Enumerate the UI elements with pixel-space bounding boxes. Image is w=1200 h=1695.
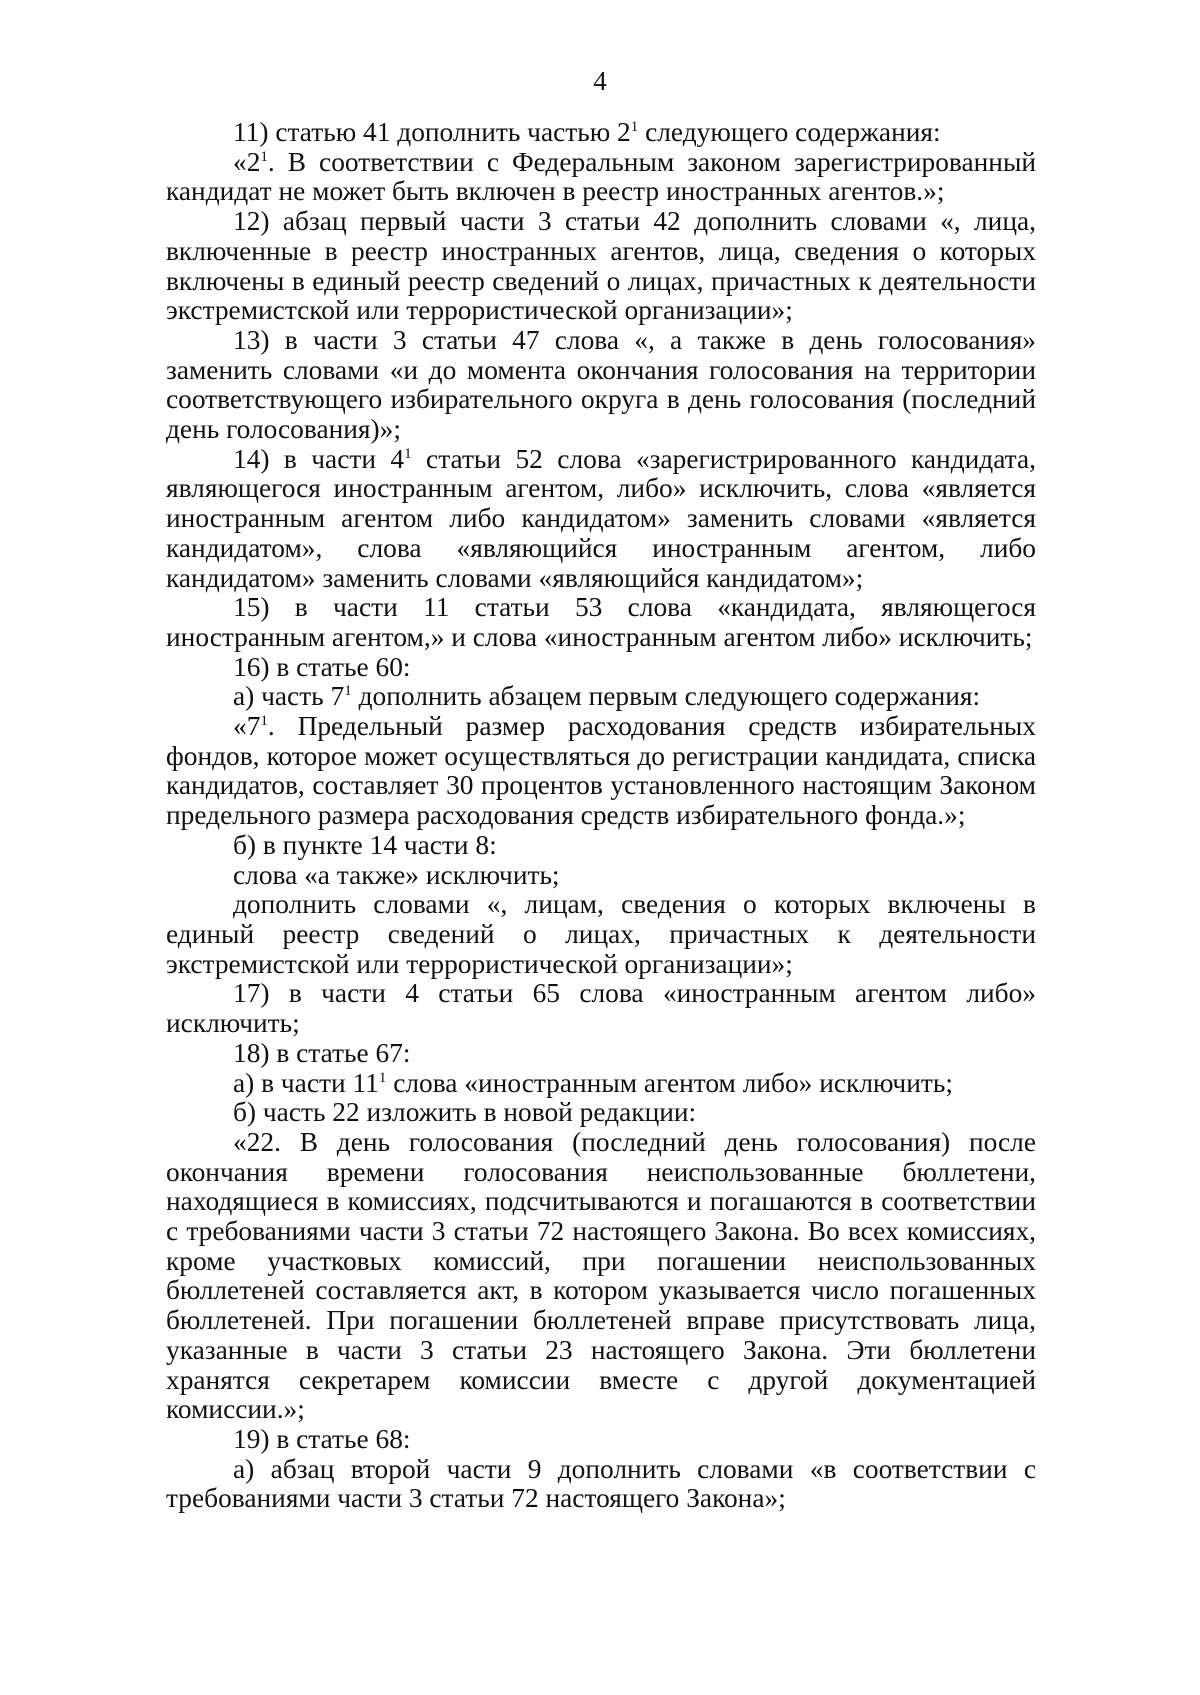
paragraph-17	[166, 979, 1036, 1038]
paragraph-text: б) часть 22 изложить в новой редакции:	[233, 1097, 697, 1128]
paragraph-19-a	[166, 1455, 1036, 1514]
paragraph-13	[166, 326, 1036, 445]
paragraph-18-a	[166, 1069, 1036, 1099]
paragraph-text: «2	[233, 146, 261, 177]
paragraph-text: . В соответствии с Федеральным законом зарегистрированный кандидат не может быть включен в реестр иностранных агентов.»;	[166, 146, 1036, 207]
paragraph-14	[166, 445, 1036, 594]
paragraph-text: а) абзац второй части 9 дополнить словами «в соответствии с требованиями части 3 статьи 72 настоящего Закона»;	[166, 1453, 1036, 1514]
paragraph-text: «22. В день голосования (последний день голосования) после окончания времени голосования неиспользованные бюллетени, находящиеся в комиссиях, подсчитываются и погашаются в соответствии с требованиями части 3 статьи 72 настоящего Закона. Во всех комиссиях, кроме участковых комиссий, при погашении неиспользованных бюллетеней составляется акт, в котором указывается число погашенных бюллетеней. При погашении бюллетеней вправе присутствовать лица, указанные в части 3 статьи 23 настоящего Закона. Эти бюллетени хранятся секретарем комиссии вместе с другой документацией комиссии.»;	[166, 1126, 1036, 1425]
paragraph-11	[166, 118, 1036, 148]
superscript: 1	[260, 148, 268, 165]
superscript: 1	[260, 712, 268, 729]
paragraph-16-a	[166, 682, 1036, 712]
paragraph-quote-7-1	[166, 712, 1036, 831]
superscript: 1	[404, 445, 412, 462]
paragraph-text: слова «иностранным агентом либо» исключить;	[386, 1067, 953, 1098]
paragraph-text: б) в пункте 14 части 8:	[233, 829, 497, 860]
paragraph-text: 15) в части 11 статьи 53 слова «кандидата, являющегося иностранным агентом,» и слова «иностранным агентом либо» исключить;	[166, 592, 1036, 652]
paragraph-text: статьи 52 слова «зарегистрированного кандидата, являющегося иностранным агентом, либо» исключить, слова «является иностранным агентом либо кандидатом» заменить словами «является кандидатом», слова «являющийся иностранным агентом, либо кандидатом» заменить словами «являющийся кандидатом»;	[166, 443, 1036, 593]
document-body	[166, 118, 1036, 1514]
page-number: 4	[593, 66, 607, 96]
paragraph-text: дополнить словами «, лицам, сведения о которых включены в единый реестр сведений о лицах, причастных к деятельности экстремистской или террористической организации»;	[166, 889, 1036, 979]
paragraph-text: 12) абзац первый части 3 статьи 42 дополнить словами «, лица, включенные в реестр иностранных агентов, лица, сведения о которых включены в единый реестр сведений о лицах, причастных к деятельности экстремистской или террористической организации»;	[166, 206, 1036, 326]
paragraph-text: дополнить абзацем первым следующего содержания:	[351, 681, 981, 712]
paragraph-16	[166, 653, 1036, 683]
paragraph-text: слова «а также» исключить;	[233, 859, 560, 890]
paragraph-text: 16) в статье 60:	[233, 651, 411, 682]
paragraph-text: 19) в статье 68:	[233, 1423, 411, 1454]
paragraph-16-b-1	[166, 861, 1036, 891]
paragraph-text: а) в части 11	[233, 1067, 379, 1098]
paragraph-text: «7	[233, 711, 261, 742]
paragraph-19	[166, 1425, 1036, 1455]
superscript: 1	[344, 683, 352, 700]
paragraph-text: . Предельный размер расходования средств избирательных фондов, которое может осуществляться до регистрации кандидата, списка кандидатов, составляет 30 процентов установленного настоящим Законом предельного размера расходования средств избирательного фонда.»;	[166, 711, 1036, 831]
paragraph-18-b	[166, 1098, 1036, 1128]
paragraph-quote-22	[166, 1128, 1036, 1425]
paragraph-12	[166, 207, 1036, 326]
paragraph-text: 17) в части 4 статьи 65 слова «иностранным агентом либо» исключить;	[166, 978, 1036, 1039]
paragraph-16-b	[166, 831, 1036, 861]
paragraph-text: следующего содержания:	[638, 117, 941, 147]
paragraph-text: а) часть 7	[233, 681, 345, 712]
paragraph-18	[166, 1039, 1036, 1069]
paragraph-15	[166, 593, 1036, 652]
paragraph-text: 14) в части 4	[233, 443, 405, 474]
paragraph-text: 13) в части 3 статьи 47 слова «, а также в день голосования» заменить словами «и до момента окончания голосования на территории соответствующего избирательного округа в день голосования (последний день голосования)»;	[166, 324, 1036, 445]
paragraph-quote-2-1	[166, 148, 1036, 207]
paragraph-16-b-2	[166, 890, 1036, 979]
paragraph-text: 18) в статье 67:	[233, 1037, 411, 1068]
superscript: 1	[378, 1069, 387, 1086]
superscript: 1	[630, 118, 639, 135]
paragraph-text: 11) статью 41 дополнить частью 2	[233, 117, 631, 147]
